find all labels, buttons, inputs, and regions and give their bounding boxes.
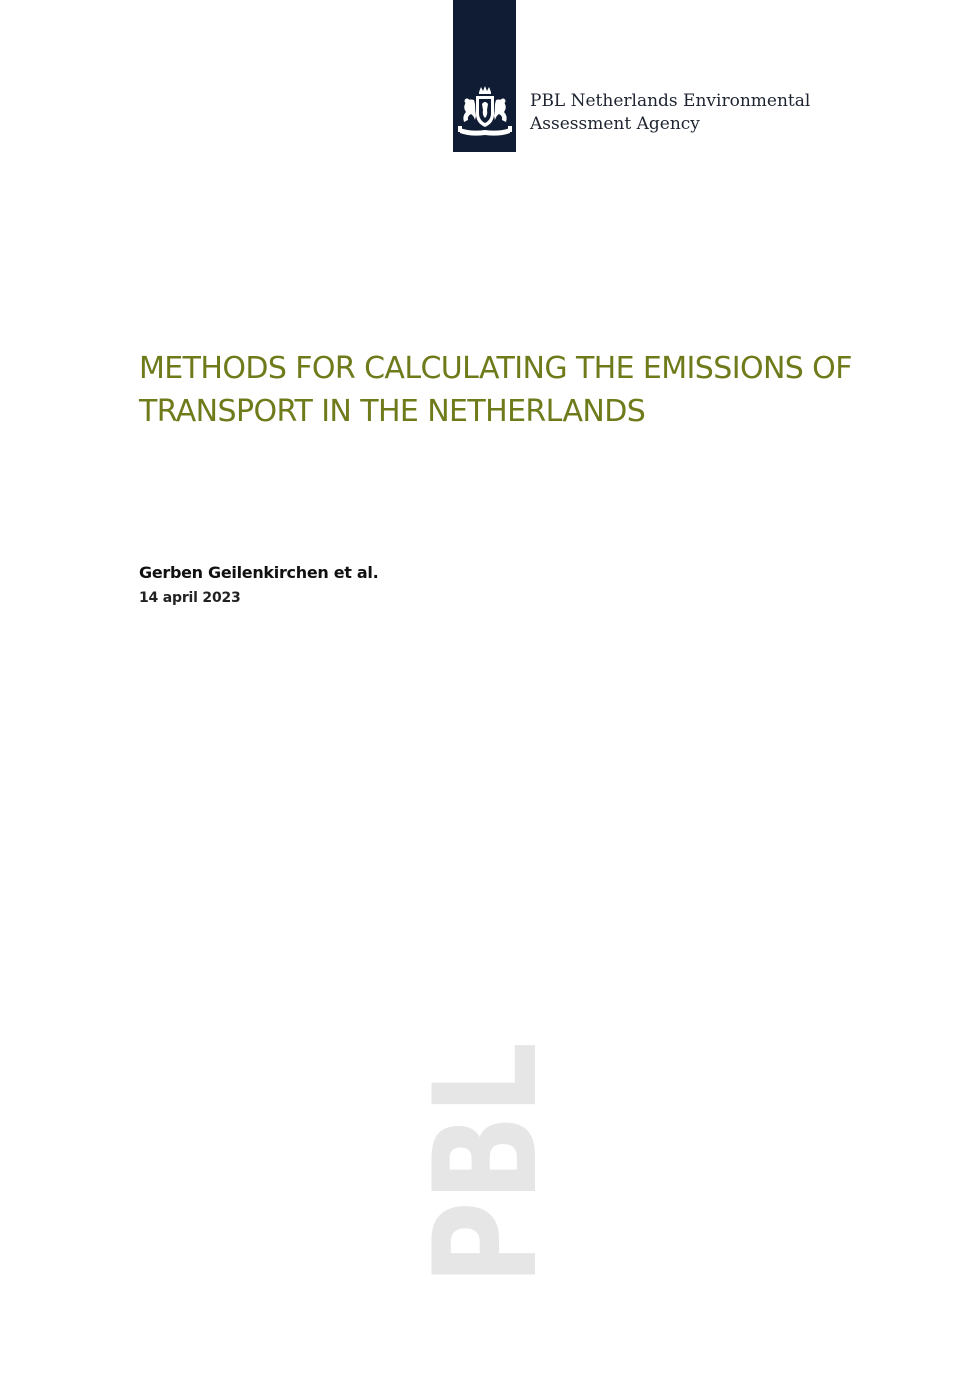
dutch-royal-coat-of-arms-icon <box>457 86 513 138</box>
organization-name <box>530 90 830 136</box>
organization-name-line-2: Assessment Agency <box>530 114 700 134</box>
pbl-watermark-text: PBL <box>404 982 569 1285</box>
pbl-watermark <box>404 982 569 1285</box>
document-title-line-1: METHODS FOR CALCULATING THE EMISSIONS OF <box>139 351 852 386</box>
publication-date: 14 april 2023 <box>139 590 241 606</box>
document-title <box>139 347 899 433</box>
organization-name-line-1: PBL Netherlands Environmental <box>530 91 811 111</box>
document-title-line-2: TRANSPORT IN THE NETHERLANDS <box>139 394 646 429</box>
logo-band <box>453 0 516 152</box>
author-name: Gerben Geilenkirchen et al. <box>139 563 379 582</box>
